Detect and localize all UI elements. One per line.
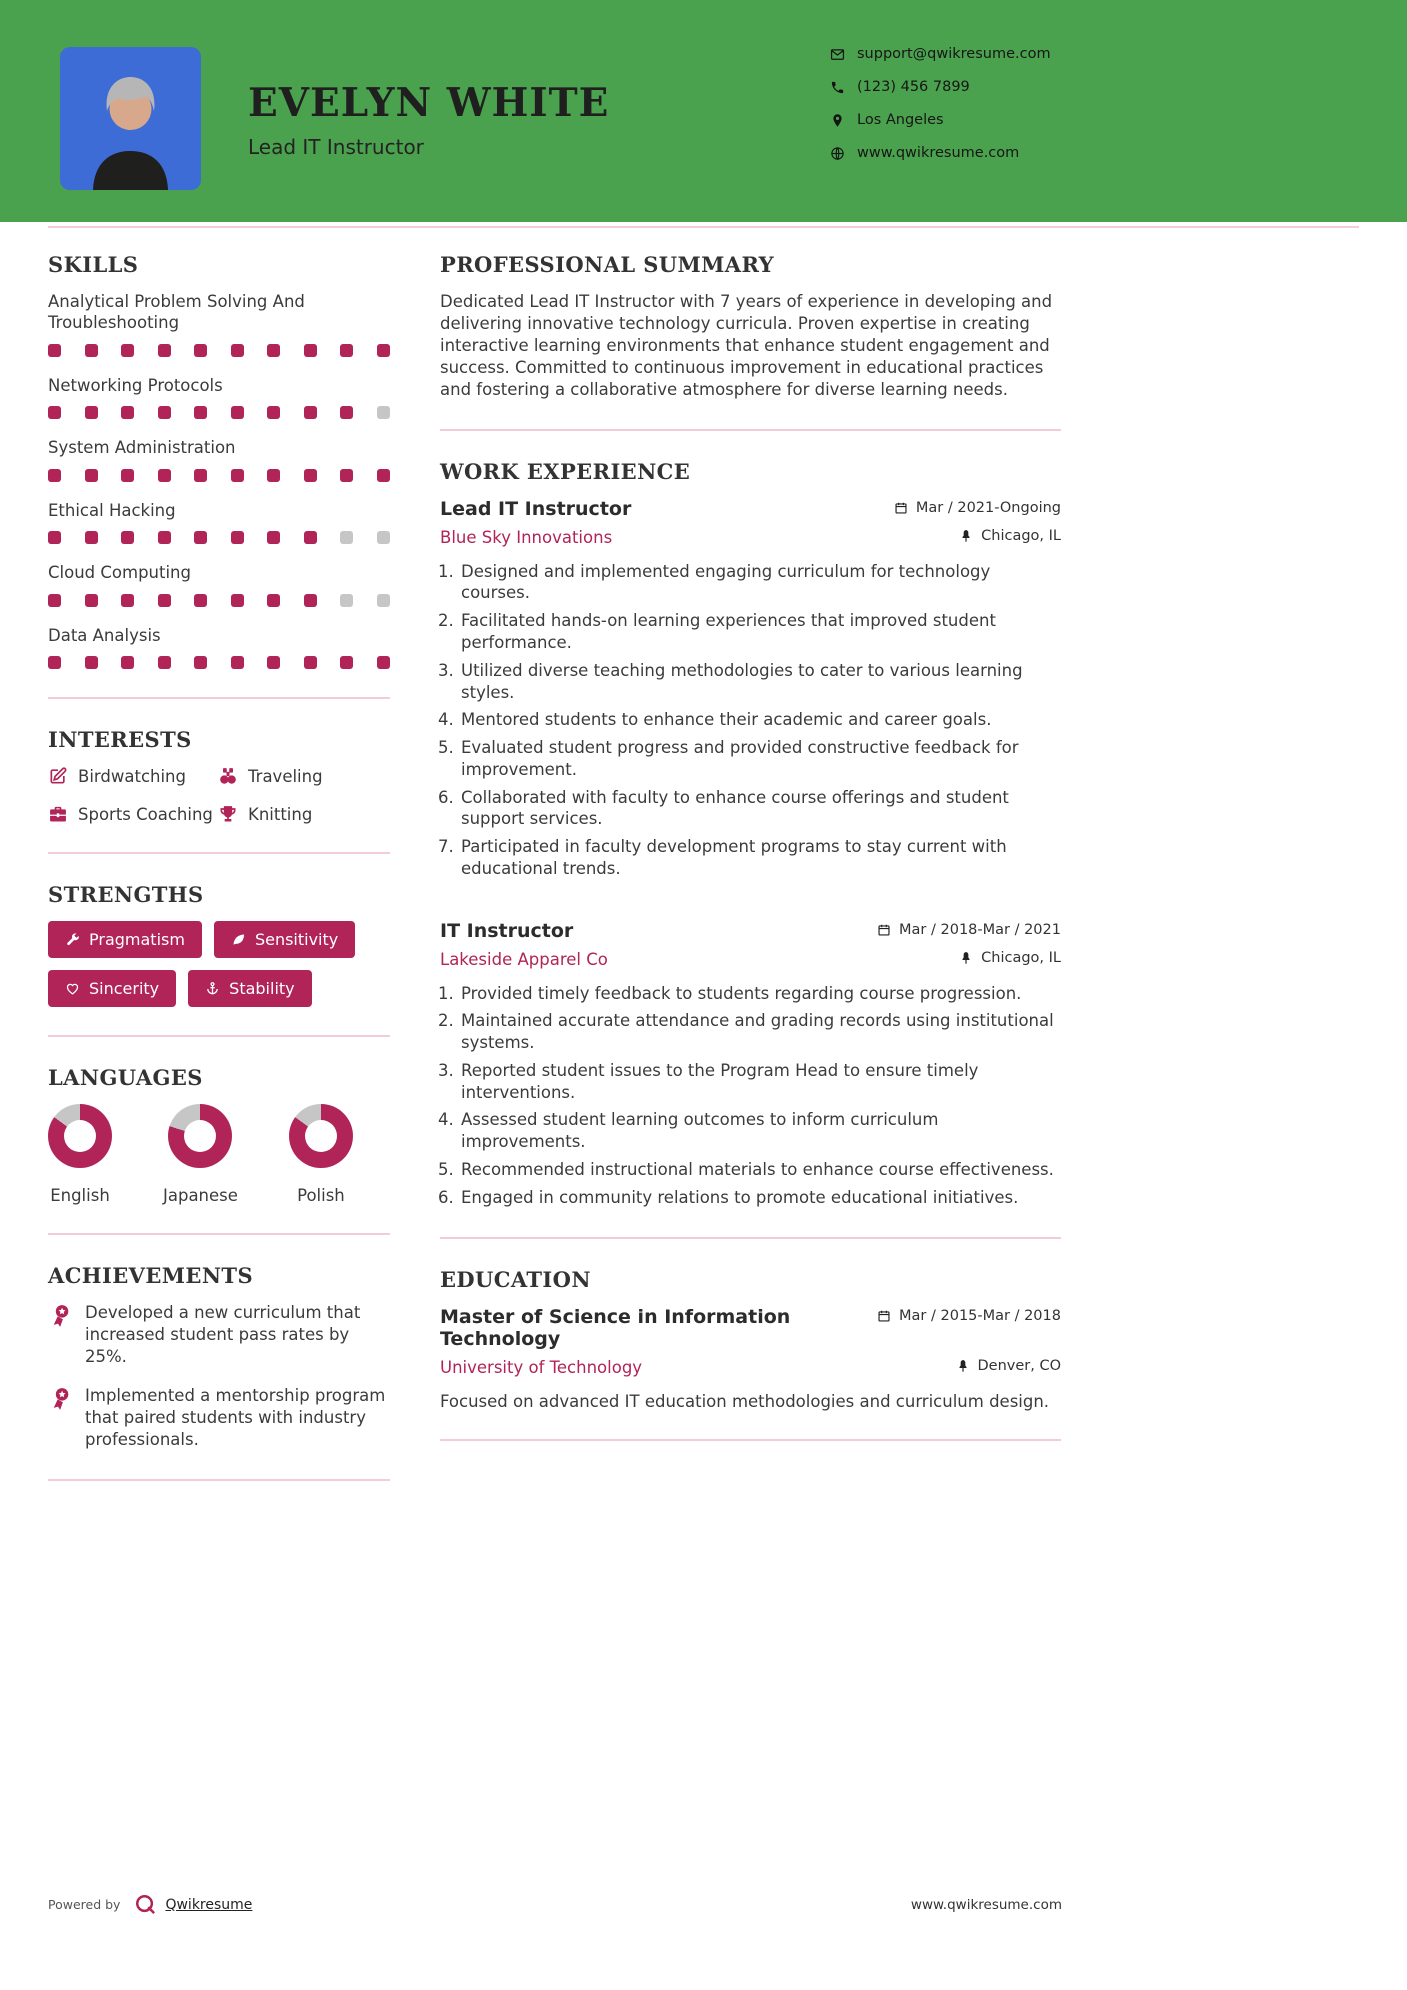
email-icon (830, 47, 845, 62)
skill-rating (48, 531, 390, 544)
strength-chip (214, 921, 355, 958)
skill-rating-square (121, 469, 134, 482)
section-divider (440, 1439, 1061, 1441)
job-dates (877, 922, 1061, 938)
pin-icon (956, 1359, 970, 1373)
job-dates-text: Mar / 2021-Ongoing (915, 499, 1061, 516)
job-bullet: 5. Evaluated student progress and provided constructive feedback for improvement. (459, 737, 1061, 781)
skill-rating-square (48, 469, 61, 482)
qwikresume-link[interactable]: Qwikresume (165, 1896, 253, 1913)
achievements-list (48, 1302, 390, 1451)
skill-rating-square (267, 594, 280, 607)
job-location-text: Chicago, IL (981, 527, 1061, 544)
skill-item (48, 437, 390, 481)
achievement-text: Developed a new curriculum that increased student pass rates by 25%. (85, 1303, 361, 1366)
summary-section (440, 252, 1061, 401)
skill-rating-square (121, 594, 134, 607)
job-entry (440, 498, 1061, 880)
languages-list (48, 1104, 390, 1205)
language-item (163, 1104, 238, 1205)
section-divider (48, 1479, 390, 1481)
contact-text: support@qwikresume.com (857, 46, 1051, 62)
footer (48, 1893, 1062, 1916)
left-column (48, 252, 390, 1509)
skill-item (48, 625, 390, 669)
interests-heading: INTERESTS (48, 727, 192, 753)
interest-item (48, 766, 218, 786)
contact-item (830, 79, 1051, 95)
job-bullet: 6. Engaged in community relations to promote educational initiatives. (459, 1187, 1061, 1209)
skill-rating-square (304, 594, 317, 607)
job-bullet: 2. Facilitated hands-on learning experiences that improved student performance. (459, 610, 1061, 654)
company-line (440, 950, 1061, 969)
education-dates (877, 1308, 1061, 1324)
job-bullet: 3. Utilized diverse teaching methodologies to cater to various learning styles. (459, 660, 1061, 704)
education-location (956, 1358, 1062, 1374)
job-bullet: 3. Reported student issues to the Program Head to ensure timely interventions. (459, 1060, 1061, 1104)
language-donut (289, 1104, 353, 1168)
skill-rating-square (194, 531, 207, 544)
calendar-icon (894, 501, 908, 515)
experience-heading: WORK EXPERIENCE (440, 458, 691, 484)
job-bullet: 6. Collaborated with faculty to enhance course offerings and student support services. (459, 787, 1061, 831)
languages-section (48, 1065, 390, 1205)
skill-rating-square (158, 656, 171, 669)
skill-rating-square (231, 531, 244, 544)
skill-rating-square (231, 594, 244, 607)
skill-name: Analytical Problem Solving And Troubleshooting (48, 292, 305, 333)
job-dates-text: Mar / 2018-Mar / 2021 (899, 921, 1061, 938)
section-divider (48, 697, 390, 699)
skill-rating (48, 406, 390, 419)
languages-heading: LANGUAGES (48, 1065, 203, 1091)
skill-rating-square (377, 531, 390, 544)
interests-section (48, 727, 390, 824)
interest-label: Sports Coaching (78, 804, 213, 824)
interest-item (48, 804, 218, 824)
language-label: English (50, 1186, 110, 1206)
company-name: Blue Sky Innovations (440, 527, 613, 547)
skill-rating-square (158, 469, 171, 482)
skill-rating (48, 344, 390, 357)
skill-rating-square (121, 531, 134, 544)
language-donut (48, 1104, 112, 1168)
job-entry (440, 920, 1061, 1209)
qwikresume-logo-icon (134, 1893, 157, 1916)
award-icon (48, 1303, 73, 1328)
language-item (289, 1104, 353, 1205)
strength-chip (48, 921, 202, 958)
strength-chip (48, 970, 176, 1007)
skill-rating-square (85, 406, 98, 419)
skill-rating-square (194, 594, 207, 607)
skill-rating-square (377, 406, 390, 419)
skill-rating-square (267, 656, 280, 669)
pin-icon (959, 951, 973, 965)
jobs-list (440, 498, 1061, 1209)
powered-by-label: Powered by (48, 1897, 121, 1912)
achievements-heading: ACHIEVEMENTS (48, 1263, 254, 1289)
skill-rating-square (340, 406, 353, 419)
skill-rating-square (85, 594, 98, 607)
candidate-name: EVELYN WHITE (248, 80, 610, 126)
identity-block (248, 80, 609, 159)
skill-rating-square (48, 344, 61, 357)
interest-item (218, 804, 390, 824)
interest-item (218, 766, 390, 786)
skill-rating-square (304, 531, 317, 544)
interest-label: Traveling (248, 766, 323, 786)
skills-list (48, 291, 390, 669)
skill-rating-square (304, 406, 317, 419)
skill-rating-square (48, 594, 61, 607)
contact-item (830, 46, 1051, 62)
contact-item (830, 112, 1051, 128)
education-section (440, 1267, 1061, 1411)
job-bullet: 4. Mentored students to enhance their academic and career goals. (459, 709, 1061, 731)
skill-name: Data Analysis (48, 625, 161, 645)
education-heading: EDUCATION (440, 1266, 591, 1292)
skill-rating-square (231, 344, 244, 357)
header-divider (48, 226, 1359, 228)
skill-rating-square (194, 469, 207, 482)
skill-name: Networking Protocols (48, 375, 223, 395)
skill-rating-square (377, 469, 390, 482)
job-location (959, 528, 1061, 544)
skill-rating-square (304, 656, 317, 669)
skill-rating-square (158, 594, 171, 607)
contact-text: Los Angeles (857, 112, 944, 128)
strength-label: Pragmatism (89, 930, 185, 950)
skill-rating-square (231, 406, 244, 419)
wrench-icon (65, 932, 80, 947)
phone-icon (830, 80, 845, 95)
job-title: Lead IT Instructor (440, 497, 632, 520)
skill-rating-square (121, 406, 134, 419)
skill-rating-square (48, 531, 61, 544)
achievement-item (48, 1302, 390, 1367)
section-divider (48, 1233, 390, 1235)
footer-site-url: www.qwikresume.com (910, 1896, 1062, 1913)
skill-rating-square (267, 469, 280, 482)
skill-rating-square (194, 406, 207, 419)
skill-rating (48, 656, 390, 669)
location-icon (830, 113, 845, 128)
job-bullet: 4. Assessed student learning outcomes to inform curriculum improvements. (459, 1109, 1061, 1153)
skill-rating-square (85, 469, 98, 482)
job-bullet: 1. Designed and implemented engaging curriculum for technology courses. (459, 561, 1061, 605)
pin-icon (959, 529, 973, 543)
skill-rating-square (267, 531, 280, 544)
school-name: University of Technology (440, 1357, 643, 1377)
skill-rating-square (340, 469, 353, 482)
contact-list (830, 46, 1051, 161)
strengths-heading: STRENGTHS (48, 882, 204, 908)
skill-name: Ethical Hacking (48, 500, 176, 520)
summary-text: Dedicated Lead IT Instructor with 7 years of experience in developing and delivering innovative technology curricula. Proven expertise in creating interactive learning environments that enhance student engagement and success. Committed to continuous improvement in educational practices and fostering a collaborative atmosphere for diverse learning needs. (440, 292, 1053, 399)
skill-rating-square (304, 469, 317, 482)
header-band (0, 0, 1407, 222)
skills-section (48, 252, 390, 669)
education-head (440, 1306, 1061, 1350)
job-dates (894, 500, 1061, 516)
skills-heading: SKILLS (48, 252, 139, 277)
achievements-section (48, 1263, 390, 1451)
contact-text: www.qwikresume.com (857, 145, 1020, 161)
skill-rating-square (231, 656, 244, 669)
language-label: Japanese (163, 1186, 238, 1206)
leaf-icon (231, 932, 246, 947)
job-location-text: Chicago, IL (981, 949, 1061, 966)
award-icon (48, 1386, 73, 1411)
skill-item (48, 500, 390, 544)
education-entry (440, 1306, 1061, 1411)
achievement-item (48, 1385, 390, 1450)
skill-rating (48, 594, 390, 607)
skill-name: System Administration (48, 438, 236, 458)
job-head (440, 920, 1061, 942)
skill-rating-square (194, 344, 207, 357)
contact-item (830, 145, 1051, 161)
skill-rating-square (304, 344, 317, 357)
job-bullets (440, 561, 1061, 880)
skill-rating-square (158, 406, 171, 419)
skill-rating-square (85, 344, 98, 357)
skill-item (48, 291, 390, 357)
strength-label: Sincerity (89, 979, 160, 999)
skill-rating-square (340, 594, 353, 607)
section-divider (48, 1035, 390, 1037)
skill-rating-square (48, 656, 61, 669)
skill-rating-square (158, 344, 171, 357)
calendar-icon (877, 923, 891, 937)
pen-icon (48, 766, 68, 786)
skill-rating-square (121, 344, 134, 357)
heart-icon (65, 981, 80, 996)
skill-rating-square (158, 531, 171, 544)
section-divider (440, 1237, 1061, 1239)
job-bullets (440, 983, 1061, 1209)
language-item (48, 1104, 112, 1205)
skill-item (48, 562, 390, 606)
skill-rating (48, 469, 390, 482)
skill-item (48, 375, 390, 419)
job-head (440, 498, 1061, 520)
skill-rating-square (340, 531, 353, 544)
job-location (959, 950, 1061, 966)
education-dates-text: Mar / 2015-Mar / 2018 (899, 1307, 1061, 1324)
summary-heading: PROFESSIONAL SUMMARY (440, 252, 775, 277)
skill-rating-square (267, 406, 280, 419)
skill-rating-square (377, 344, 390, 357)
skill-rating-square (231, 469, 244, 482)
education-school-line (440, 1358, 1061, 1377)
job-bullet: 1. Provided timely feedback to students regarding course progression. (459, 983, 1061, 1005)
interest-label: Birdwatching (78, 766, 186, 786)
section-divider (440, 429, 1061, 431)
skill-rating-square (85, 656, 98, 669)
profile-photo (60, 47, 201, 190)
company-name: Lakeside Apparel Co (440, 949, 608, 969)
interest-label: Knitting (248, 804, 313, 824)
skill-rating-square (267, 344, 280, 357)
globe-icon (830, 146, 845, 161)
anchor-icon (205, 981, 220, 996)
skill-rating-square (194, 656, 207, 669)
experience-section (440, 459, 1061, 1209)
contact-text: (123) 456 7899 (857, 79, 970, 95)
skill-rating-square (377, 594, 390, 607)
skill-rating-square (48, 406, 61, 419)
briefcase-icon (48, 804, 68, 824)
language-label: Polish (297, 1186, 345, 1206)
trophy-icon (218, 804, 238, 824)
skill-name: Cloud Computing (48, 563, 191, 583)
skill-rating-square (377, 656, 390, 669)
achievement-text: Implemented a mentorship program that paired students with industry professionals. (85, 1386, 386, 1449)
strength-chip (188, 970, 311, 1007)
job-bullet: 5. Recommended instructional materials to enhance course effectiveness. (459, 1159, 1061, 1181)
company-line (440, 528, 1061, 547)
strengths-list (48, 921, 390, 1007)
right-column (440, 252, 1061, 1469)
skill-rating-square (121, 656, 134, 669)
skill-rating-square (340, 656, 353, 669)
interests-list (48, 766, 390, 824)
section-divider (48, 852, 390, 854)
language-donut (168, 1104, 232, 1168)
calendar-icon (877, 1309, 891, 1323)
job-bullet: 2. Maintained accurate attendance and grading records using institutional systems. (459, 1010, 1061, 1054)
strengths-section (48, 882, 390, 1007)
education-location-text: Denver, CO (977, 1357, 1061, 1374)
skill-rating-square (85, 531, 98, 544)
job-title: IT Instructor (440, 919, 574, 942)
strength-label: Stability (229, 979, 295, 999)
education-description: Focused on advanced IT education methodologies and curriculum design. (440, 1391, 1050, 1411)
binoculars-icon (218, 766, 238, 786)
skill-rating-square (340, 344, 353, 357)
degree: Master of Science in Information Technology (440, 1305, 791, 1350)
job-bullet: 7. Participated in faculty development programs to stay current with educational trends. (459, 836, 1061, 880)
candidate-title: Lead IT Instructor (248, 135, 424, 159)
strength-label: Sensitivity (254, 930, 339, 950)
